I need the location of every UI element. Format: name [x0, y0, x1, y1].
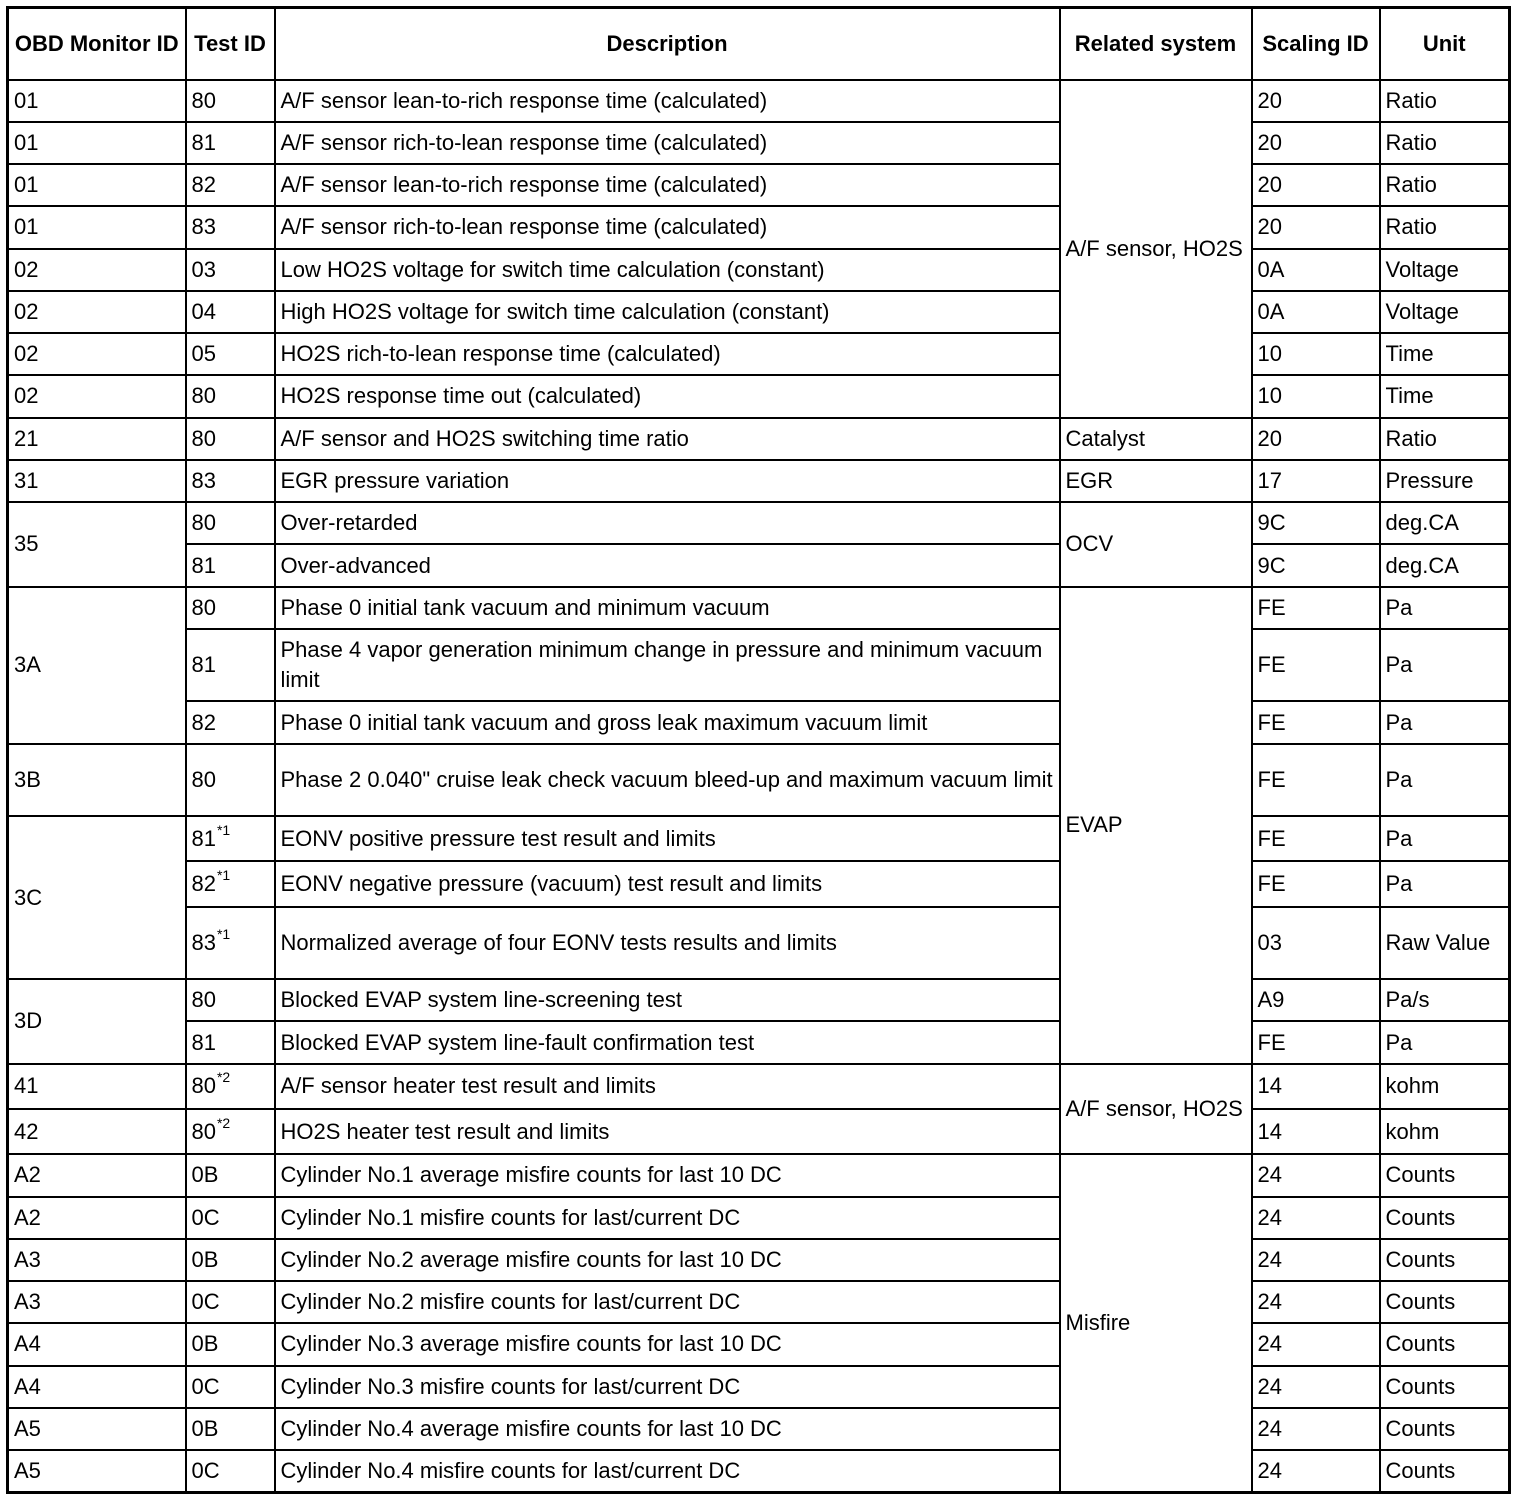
unit-cell: Voltage — [1380, 291, 1510, 333]
description-cell: Cylinder No.4 average misfire counts for last 10 DC — [275, 1408, 1060, 1450]
scaling-id-cell: 0A — [1252, 249, 1380, 291]
unit-cell: Time — [1380, 333, 1510, 375]
related-system-cell: A/F sensor, HO2S — [1060, 80, 1252, 418]
test-id-cell: 81 — [186, 122, 275, 164]
test-id-cell: 82 — [186, 701, 275, 743]
scaling-id-cell: 24 — [1252, 1154, 1380, 1196]
scaling-id-cell: FE — [1252, 701, 1380, 743]
description-cell: Over-advanced — [275, 544, 1060, 586]
description-cell: A/F sensor lean-to-rich response time (calculated) — [275, 164, 1060, 206]
unit-cell: Pa — [1380, 587, 1510, 629]
test-id-cell — [186, 1109, 275, 1154]
description-cell: Cylinder No.3 misfire counts for last/current DC — [275, 1366, 1060, 1408]
scaling-id-cell: 10 — [1252, 375, 1380, 417]
test-id-value: 83 — [191, 929, 216, 955]
description-cell: A/F sensor rich-to-lean response time (calculated) — [275, 206, 1060, 248]
table-row — [8, 1408, 1510, 1450]
description-cell: Cylinder No.2 average misfire counts for last 10 DC — [275, 1239, 1060, 1281]
header-scaling-id: Scaling ID — [1252, 8, 1380, 80]
scaling-id-cell: 24 — [1252, 1281, 1380, 1323]
scaling-id-cell: FE — [1252, 744, 1380, 816]
header-row — [8, 8, 1510, 80]
test-id-value: 82 — [191, 871, 216, 897]
footnote-mark: *1 — [216, 821, 231, 838]
footnote-mark: *2 — [216, 1069, 231, 1086]
test-id-cell: 80 — [186, 418, 275, 460]
test-id-cell: 80 — [186, 587, 275, 629]
description-cell: EGR pressure variation — [275, 460, 1060, 502]
test-id-cell: 81 — [186, 544, 275, 586]
table-row — [8, 1450, 1510, 1492]
unit-cell: deg.CA — [1380, 502, 1510, 544]
unit-cell: Pressure — [1380, 460, 1510, 502]
header-unit: Unit — [1380, 8, 1510, 80]
related-system-cell: A/F sensor, HO2S — [1060, 1064, 1252, 1155]
unit-cell: Pa — [1380, 701, 1510, 743]
table-row — [8, 1323, 1510, 1365]
scaling-id-cell: 24 — [1252, 1450, 1380, 1492]
monitor-id-cell: 3C — [8, 816, 186, 979]
test-id-cell: 05 — [186, 333, 275, 375]
table-row — [8, 418, 1510, 460]
scaling-id-cell: FE — [1252, 816, 1380, 861]
description-cell: Phase 0 initial tank vacuum and gross leak maximum vacuum limit — [275, 701, 1060, 743]
header-related-system: Related system — [1060, 8, 1252, 80]
monitor-id-cell: A4 — [8, 1366, 186, 1408]
monitor-id-cell: A2 — [8, 1197, 186, 1239]
header-test-id: Test ID — [186, 8, 275, 80]
footnote-mark: *1 — [216, 867, 231, 884]
description-cell: A/F sensor rich-to-lean response time (calculated) — [275, 122, 1060, 164]
table-row — [8, 1281, 1510, 1323]
scaling-id-cell: 24 — [1252, 1408, 1380, 1450]
description-cell: Blocked EVAP system line-fault confirmation test — [275, 1021, 1060, 1063]
table-row — [8, 1239, 1510, 1281]
unit-cell: Time — [1380, 375, 1510, 417]
unit-cell: Counts — [1380, 1408, 1510, 1450]
monitor-id-cell: A4 — [8, 1323, 186, 1365]
unit-cell: Pa — [1380, 816, 1510, 861]
unit-cell: Ratio — [1380, 164, 1510, 206]
test-id-cell — [186, 861, 275, 906]
unit-cell: Counts — [1380, 1154, 1510, 1196]
table-row — [8, 907, 1510, 979]
monitor-id-cell: 31 — [8, 460, 186, 502]
description-cell: A/F sensor heater test result and limits — [275, 1064, 1060, 1109]
footnote-mark: *1 — [216, 925, 231, 942]
description-cell: Cylinder No.3 average misfire counts for last 10 DC — [275, 1323, 1060, 1365]
test-id-cell: 0B — [186, 1408, 275, 1450]
monitor-id-cell: 21 — [8, 418, 186, 460]
table-row — [8, 587, 1510, 629]
related-system-cell: Catalyst — [1060, 418, 1252, 460]
monitor-id-cell: A3 — [8, 1281, 186, 1323]
unit-cell: Ratio — [1380, 418, 1510, 460]
test-id-value: 80 — [191, 1073, 216, 1099]
unit-cell: Counts — [1380, 1239, 1510, 1281]
description-cell: Phase 0 initial tank vacuum and minimum vacuum — [275, 587, 1060, 629]
table-row — [8, 164, 1510, 206]
table-row — [8, 816, 1510, 861]
test-id-cell: 04 — [186, 291, 275, 333]
unit-cell: Ratio — [1380, 80, 1510, 122]
obd-monitor-table — [6, 6, 1511, 1494]
description-cell: Phase 4 vapor generation minimum change in pressure and minimum vacuum limit — [275, 629, 1060, 701]
description-cell: EONV negative pressure (vacuum) test result and limits — [275, 861, 1060, 906]
description-cell: Over-retarded — [275, 502, 1060, 544]
scaling-id-cell: 20 — [1252, 206, 1380, 248]
scaling-id-cell: 24 — [1252, 1197, 1380, 1239]
description-cell: Cylinder No.1 misfire counts for last/current DC — [275, 1197, 1060, 1239]
table-row — [8, 1154, 1510, 1196]
description-cell: Normalized average of four EONV tests results and limits — [275, 907, 1060, 979]
scaling-id-cell: 20 — [1252, 164, 1380, 206]
scaling-id-cell: 10 — [1252, 333, 1380, 375]
unit-cell: Ratio — [1380, 206, 1510, 248]
unit-cell: kohm — [1380, 1109, 1510, 1154]
table-row — [8, 701, 1510, 743]
test-id-cell: 80 — [186, 80, 275, 122]
monitor-id-cell: 02 — [8, 333, 186, 375]
description-cell: A/F sensor lean-to-rich response time (calculated) — [275, 80, 1060, 122]
scaling-id-cell: 9C — [1252, 544, 1380, 586]
scaling-id-cell: 14 — [1252, 1064, 1380, 1109]
description-cell: A/F sensor and HO2S switching time ratio — [275, 418, 1060, 460]
test-id-cell: 80 — [186, 979, 275, 1021]
monitor-id-cell: A5 — [8, 1408, 186, 1450]
description-cell: HO2S rich-to-lean response time (calculated) — [275, 333, 1060, 375]
monitor-id-cell: 3B — [8, 744, 186, 816]
scaling-id-cell: 14 — [1252, 1109, 1380, 1154]
table-row — [8, 1064, 1510, 1109]
unit-cell: Counts — [1380, 1366, 1510, 1408]
description-cell: HO2S heater test result and limits — [275, 1109, 1060, 1154]
scaling-id-cell: 03 — [1252, 907, 1380, 979]
scaling-id-cell: 9C — [1252, 502, 1380, 544]
test-id-cell: 82 — [186, 164, 275, 206]
table-row — [8, 502, 1510, 544]
description-cell: Cylinder No.4 misfire counts for last/current DC — [275, 1450, 1060, 1492]
table-row — [8, 629, 1510, 701]
table-row — [8, 122, 1510, 164]
related-system-cell: EVAP — [1060, 587, 1252, 1064]
description-cell: Cylinder No.2 misfire counts for last/current DC — [275, 1281, 1060, 1323]
test-id-cell: 81 — [186, 1021, 275, 1063]
test-id-cell: 03 — [186, 249, 275, 291]
scaling-id-cell: FE — [1252, 861, 1380, 906]
monitor-id-cell: 42 — [8, 1109, 186, 1154]
footnote-mark: *2 — [216, 1114, 231, 1131]
monitor-id-cell: 3D — [8, 979, 186, 1064]
test-id-cell — [186, 907, 275, 979]
unit-cell: Counts — [1380, 1281, 1510, 1323]
table-row — [8, 1197, 1510, 1239]
related-system-cell: EGR — [1060, 460, 1252, 502]
table-row — [8, 333, 1510, 375]
monitor-id-cell: 01 — [8, 122, 186, 164]
test-id-value: 81 — [191, 825, 216, 851]
monitor-id-cell: 41 — [8, 1064, 186, 1109]
monitor-id-cell: 02 — [8, 249, 186, 291]
scaling-id-cell: 20 — [1252, 122, 1380, 164]
scaling-id-cell: A9 — [1252, 979, 1380, 1021]
related-system-cell: Misfire — [1060, 1154, 1252, 1492]
table-row — [8, 544, 1510, 586]
unit-cell: Pa — [1380, 861, 1510, 906]
table-row — [8, 375, 1510, 417]
monitor-id-cell: 01 — [8, 80, 186, 122]
header-description: Description — [275, 8, 1060, 80]
description-cell: High HO2S voltage for switch time calculation (constant) — [275, 291, 1060, 333]
table-row — [8, 249, 1510, 291]
test-id-cell: 80 — [186, 375, 275, 417]
unit-cell: Pa — [1380, 744, 1510, 816]
monitor-id-cell: A3 — [8, 1239, 186, 1281]
scaling-id-cell: 20 — [1252, 418, 1380, 460]
monitor-id-cell: A2 — [8, 1154, 186, 1196]
scaling-id-cell: FE — [1252, 629, 1380, 701]
test-id-cell: 0B — [186, 1154, 275, 1196]
monitor-id-cell: 01 — [8, 164, 186, 206]
unit-cell: kohm — [1380, 1064, 1510, 1109]
monitor-id-cell: 3A — [8, 587, 186, 744]
monitor-id-cell: A5 — [8, 1450, 186, 1492]
unit-cell: Counts — [1380, 1323, 1510, 1365]
test-id-cell: 0C — [186, 1197, 275, 1239]
header-obd-monitor-id: OBD Monitor ID — [8, 8, 186, 80]
table-row — [8, 861, 1510, 906]
monitor-id-cell: 01 — [8, 206, 186, 248]
test-id-value: 80 — [191, 1118, 216, 1144]
unit-cell: Raw Value — [1380, 907, 1510, 979]
table-row — [8, 744, 1510, 816]
scaling-id-cell: 0A — [1252, 291, 1380, 333]
monitor-id-cell: 35 — [8, 502, 186, 587]
test-id-cell: 0C — [186, 1281, 275, 1323]
unit-cell: Counts — [1380, 1450, 1510, 1492]
unit-cell: Pa/s — [1380, 979, 1510, 1021]
test-id-cell: 0B — [186, 1323, 275, 1365]
scaling-id-cell: FE — [1252, 1021, 1380, 1063]
test-id-cell: 0C — [186, 1450, 275, 1492]
unit-cell: Counts — [1380, 1197, 1510, 1239]
table-row — [8, 291, 1510, 333]
scaling-id-cell: 24 — [1252, 1239, 1380, 1281]
scaling-id-cell: 24 — [1252, 1366, 1380, 1408]
unit-cell: Ratio — [1380, 122, 1510, 164]
description-cell: EONV positive pressure test result and limits — [275, 816, 1060, 861]
monitor-id-cell: 02 — [8, 291, 186, 333]
table-row — [8, 80, 1510, 122]
related-system-cell: OCV — [1060, 502, 1252, 587]
scaling-id-cell: 17 — [1252, 460, 1380, 502]
scaling-id-cell: 24 — [1252, 1323, 1380, 1365]
test-id-cell: 83 — [186, 206, 275, 248]
table-row — [8, 1109, 1510, 1154]
test-id-cell — [186, 816, 275, 861]
table-row — [8, 1021, 1510, 1063]
test-id-cell: 81 — [186, 629, 275, 701]
table-row — [8, 460, 1510, 502]
test-id-cell: 0C — [186, 1366, 275, 1408]
scaling-id-cell: FE — [1252, 587, 1380, 629]
description-cell: HO2S response time out (calculated) — [275, 375, 1060, 417]
monitor-id-cell: 02 — [8, 375, 186, 417]
table-row — [8, 206, 1510, 248]
description-cell: Blocked EVAP system line-screening test — [275, 979, 1060, 1021]
unit-cell: deg.CA — [1380, 544, 1510, 586]
unit-cell: Pa — [1380, 629, 1510, 701]
table-row — [8, 979, 1510, 1021]
test-id-cell — [186, 1064, 275, 1109]
test-id-cell: 0B — [186, 1239, 275, 1281]
description-cell: Cylinder No.1 average misfire counts for last 10 DC — [275, 1154, 1060, 1196]
description-cell: Low HO2S voltage for switch time calculation (constant) — [275, 249, 1060, 291]
scaling-id-cell: 20 — [1252, 80, 1380, 122]
unit-cell: Pa — [1380, 1021, 1510, 1063]
test-id-cell: 80 — [186, 744, 275, 816]
table-row — [8, 1366, 1510, 1408]
unit-cell: Voltage — [1380, 249, 1510, 291]
test-id-cell: 80 — [186, 502, 275, 544]
description-cell: Phase 2 0.040" cruise leak check vacuum bleed-up and maximum vacuum limit — [275, 744, 1060, 816]
test-id-cell: 83 — [186, 460, 275, 502]
